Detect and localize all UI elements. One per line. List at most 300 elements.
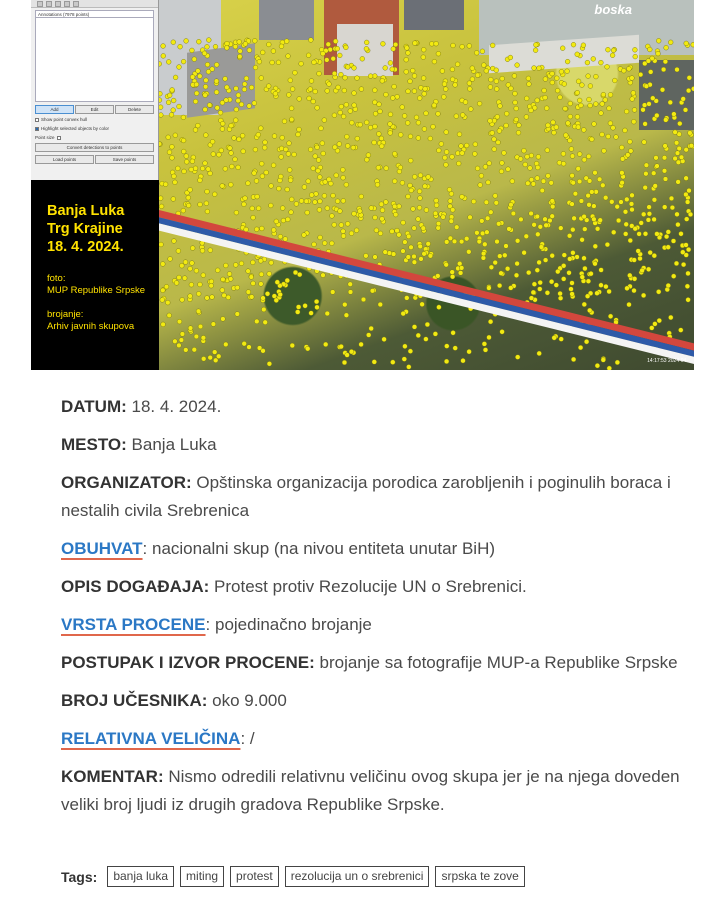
crowd-point <box>422 251 427 256</box>
crowd-point <box>663 144 668 149</box>
crowd-point <box>589 137 594 142</box>
crowd-point <box>662 168 667 173</box>
crowd-point <box>288 178 293 183</box>
crowd-point <box>171 40 176 45</box>
crowd-point <box>450 154 455 159</box>
crowd-point <box>261 296 266 301</box>
crowd-point <box>605 64 610 69</box>
crowd-point <box>479 173 484 178</box>
crowd-point <box>630 207 635 212</box>
crowd-point <box>290 343 295 348</box>
crowd-point <box>278 292 283 297</box>
crowd-point <box>237 54 242 59</box>
crowd-point <box>217 152 222 157</box>
crowd-point <box>205 296 210 301</box>
crowd-point <box>237 40 242 45</box>
crowd-point <box>575 90 580 95</box>
crowd-point <box>269 184 274 189</box>
crowd-point <box>159 113 163 118</box>
crowd-point <box>537 351 542 356</box>
crowd-point <box>284 39 289 44</box>
crowd-point <box>402 114 407 119</box>
crowd-point <box>663 59 668 64</box>
crowd-point <box>567 138 572 143</box>
crowd-point <box>455 62 460 67</box>
crowd-point <box>295 310 300 315</box>
crowd-point <box>198 178 203 183</box>
crowd-point <box>554 283 559 288</box>
crowd-point <box>402 357 407 362</box>
crowd-point <box>228 277 233 282</box>
crowd-point <box>545 290 550 295</box>
crowd-point <box>625 286 630 291</box>
crowd-point <box>331 56 336 61</box>
crowd-point <box>488 77 493 82</box>
crowd-point <box>450 270 455 275</box>
crowd-point <box>190 246 195 251</box>
crowd-point <box>558 226 563 231</box>
crowd-point <box>599 268 604 273</box>
crowd-point <box>207 103 212 108</box>
crowd-point <box>546 123 551 128</box>
crowd-point <box>276 186 281 191</box>
crowd-point <box>418 196 423 201</box>
crowd-point <box>457 132 462 137</box>
crowd-point <box>349 231 354 236</box>
crowd-point <box>442 82 447 87</box>
crowd-point <box>433 211 438 216</box>
crowd-point <box>193 99 198 104</box>
crowd-point <box>686 247 691 252</box>
crowd-point <box>173 180 178 185</box>
crowd-point <box>686 271 691 276</box>
crowd-point <box>555 269 560 274</box>
crowd-point <box>562 82 567 87</box>
obuhvat-link[interactable]: OBUHVAT <box>61 539 143 558</box>
info-broj: BROJ UČESNIKA: oko 9.000 <box>61 691 287 710</box>
crowd-point <box>400 105 405 110</box>
crowd-point <box>561 263 566 268</box>
crowd-point <box>607 106 612 111</box>
tag-srpska-te-zove[interactable]: srpska te zove <box>435 866 524 887</box>
crowd-point <box>436 148 441 153</box>
crowd-point <box>615 360 620 365</box>
crowd-point <box>492 137 497 142</box>
checkbox-icon <box>35 127 39 131</box>
crowd-point <box>373 255 378 260</box>
crowd-point <box>646 267 651 272</box>
crowd-point <box>577 179 582 184</box>
crowd-point <box>208 171 213 176</box>
crowd-point <box>167 93 172 98</box>
crowd-point <box>201 356 206 361</box>
tag-rezolucija[interactable]: rezolucija un o srebrenici <box>285 866 430 887</box>
crowd-point <box>316 168 321 173</box>
crowd-point <box>563 133 568 138</box>
crowd-point <box>184 159 189 164</box>
tag-banja-luka[interactable]: banja luka <box>107 866 174 887</box>
crowd-point <box>677 146 682 151</box>
crowd-point <box>522 250 527 255</box>
crowd-point <box>434 41 439 46</box>
crowd-point <box>384 166 389 171</box>
crowd-point <box>218 110 223 115</box>
crowd-point <box>214 79 219 84</box>
crowd-point <box>325 89 330 94</box>
crowd-point <box>531 290 536 295</box>
crowd-point <box>412 260 417 265</box>
crowd-point <box>233 263 238 268</box>
crowd-point <box>663 177 668 182</box>
crowd-point <box>513 100 518 105</box>
info-datum: DATUM: 18. 4. 2024. <box>61 397 222 416</box>
crowd-point <box>308 38 313 43</box>
crowd-point <box>234 107 239 112</box>
crowd-point <box>357 209 362 214</box>
annotations-list <box>35 18 154 102</box>
relativna-velicina-link[interactable]: RELATIVNA VELIČINA <box>61 729 241 748</box>
crowd-point <box>552 335 557 340</box>
crowd-point <box>480 231 485 236</box>
crowd-point <box>611 48 616 53</box>
crowd-point <box>268 203 273 208</box>
crowd-point <box>437 305 442 310</box>
tool-icon <box>37 1 43 7</box>
crowd-point <box>282 119 287 124</box>
crowd-point <box>273 91 278 96</box>
crowd-point <box>351 145 356 150</box>
crowd-point <box>317 175 322 180</box>
crowd-point <box>416 136 421 141</box>
crowd-point <box>177 104 182 109</box>
crowd-point <box>652 197 657 202</box>
crowd-point <box>588 103 593 108</box>
crowd-point <box>671 274 676 279</box>
crowd-point <box>355 136 360 141</box>
crowd-point <box>459 239 464 244</box>
crowd-point <box>576 125 581 130</box>
crowd-point <box>321 51 326 56</box>
info-obuhvat: OBUHVAT: nacionalni skup (na nivou entiteta unutar BiH) <box>61 539 496 558</box>
crowd-point <box>676 222 681 227</box>
crowd-point <box>661 67 666 72</box>
crowd-point <box>523 162 528 167</box>
crowd-point <box>558 291 563 296</box>
crowd-point <box>289 106 294 111</box>
crowd-point <box>390 229 395 234</box>
crowd-point <box>373 215 378 220</box>
crowd-point <box>208 355 213 360</box>
crowd-point <box>380 78 385 83</box>
crowd-point <box>481 63 486 68</box>
crowd-point <box>242 82 247 87</box>
crowd-point <box>374 228 379 233</box>
crowd-point <box>383 200 388 205</box>
crowd-point <box>196 69 201 74</box>
crowd-point <box>376 165 381 170</box>
crowd-point <box>247 345 252 350</box>
crowd-point <box>332 222 337 227</box>
crowd-point <box>203 107 208 112</box>
crowd-point <box>412 174 417 179</box>
crowd-point <box>160 298 165 303</box>
crowd-point <box>223 342 228 347</box>
crowd-point <box>550 199 555 204</box>
crowd-point <box>372 360 377 365</box>
crowd-point <box>514 106 519 111</box>
photo-timestamp: 14:17:53 2024-04- <box>647 358 688 364</box>
crowd-point <box>227 272 232 277</box>
crowd-point <box>443 87 448 92</box>
crowd-point <box>508 286 513 291</box>
crowd-point <box>406 255 411 260</box>
tag-protest[interactable]: protest <box>230 866 279 887</box>
crowd-point <box>175 166 180 171</box>
crowd-point <box>251 215 256 220</box>
crowd-point <box>460 151 465 156</box>
tool-icon <box>55 1 61 7</box>
crowd-point <box>167 150 172 155</box>
crowd-point <box>392 204 397 209</box>
crowd-point <box>660 87 665 92</box>
crowd-point <box>423 184 428 189</box>
crowd-point <box>311 166 316 171</box>
crowd-point <box>500 161 505 166</box>
crowd-point <box>196 309 201 314</box>
crowd-point <box>167 313 172 318</box>
crowd-point <box>220 288 225 293</box>
crowd-point <box>182 276 187 281</box>
crowd-point <box>179 338 184 343</box>
crowd-point <box>644 163 649 168</box>
crowd-point <box>240 133 245 138</box>
crowd-point <box>681 97 686 102</box>
crowd-point <box>567 270 572 275</box>
crowd-point <box>594 189 599 194</box>
crowd-point <box>435 274 440 279</box>
vrsta-procene-link[interactable]: VRSTA PROCENE <box>61 615 206 634</box>
crowd-point <box>331 193 336 198</box>
crowd-point <box>675 212 680 217</box>
crowd-point <box>549 180 554 185</box>
crowd-point <box>636 249 641 254</box>
crowd-point <box>242 87 247 92</box>
crowd-point <box>464 143 469 148</box>
crowd-point <box>525 181 530 186</box>
crowd-point <box>510 179 515 184</box>
crowd-point <box>223 76 228 81</box>
crowd-point <box>673 156 678 161</box>
crowd-point <box>174 281 179 286</box>
crowd-point <box>451 43 456 48</box>
crowd-point <box>678 328 683 333</box>
crowd-point <box>401 249 406 254</box>
crowd-point <box>391 252 396 257</box>
crowd-point <box>186 203 191 208</box>
crowd-point <box>641 107 646 112</box>
crowd-point <box>624 109 629 114</box>
crowd-point <box>537 66 542 71</box>
crowd-point <box>494 200 499 205</box>
crowd-point <box>608 314 613 319</box>
crowd-point <box>485 216 490 221</box>
crowd-point <box>406 194 411 199</box>
crowd-point <box>611 230 616 235</box>
crowd-point <box>673 130 678 135</box>
counting-software-panel <box>31 0 159 180</box>
crowd-point <box>502 151 507 156</box>
crowd-point <box>535 176 540 181</box>
crowd-point <box>401 220 406 225</box>
crowd-point <box>481 251 486 256</box>
crowd-point <box>411 207 416 212</box>
crowd-point <box>233 44 238 49</box>
crowd-point <box>378 109 383 114</box>
crowd-point <box>542 88 547 93</box>
crowd-point <box>629 202 634 207</box>
crowd-point <box>470 77 475 82</box>
crowd-point <box>557 160 562 165</box>
tags-label: Tags: <box>61 868 98 885</box>
crowd-point <box>644 171 649 176</box>
crowd-point <box>261 348 266 353</box>
crowd-point <box>322 193 327 198</box>
crowd-point <box>296 132 301 137</box>
crowd-point <box>444 162 449 167</box>
crowd-point <box>592 217 597 222</box>
crowd-point <box>599 283 604 288</box>
crowd-point <box>364 120 369 125</box>
crowd-point <box>344 134 349 139</box>
crowd-point <box>593 102 598 107</box>
crowd-point <box>623 128 628 133</box>
crowd-point <box>297 127 302 132</box>
crowd-point <box>254 179 259 184</box>
crowd-point <box>551 120 556 125</box>
crowd-point <box>171 108 176 113</box>
event-photo <box>31 0 694 370</box>
crowd-point <box>406 51 411 56</box>
crowd-point <box>308 87 313 92</box>
crowd-point <box>675 67 680 72</box>
crowd-point <box>652 217 657 222</box>
crowd-point <box>524 115 529 120</box>
crowd-point <box>570 202 575 207</box>
crowd-point <box>404 46 409 51</box>
crowd-point <box>339 72 344 77</box>
crowd-point <box>179 263 184 268</box>
crowd-point <box>549 279 554 284</box>
crowd-point <box>280 135 285 140</box>
crowd-point <box>593 261 598 266</box>
crowd-point <box>242 341 247 346</box>
crowd-point <box>337 53 342 58</box>
crowd-point <box>653 184 658 189</box>
crowd-point <box>460 194 465 199</box>
crowd-point <box>324 58 329 63</box>
crowd-point <box>250 260 255 265</box>
crowd-point <box>633 226 638 231</box>
crowd-point <box>256 132 261 137</box>
crowd-point <box>256 206 261 211</box>
crowd-point <box>372 140 377 145</box>
crowd-point <box>631 119 636 124</box>
crowd-point <box>192 57 197 62</box>
crowd-point <box>615 204 620 209</box>
crowd-point <box>422 127 427 132</box>
crowd-point <box>475 166 480 171</box>
crowd-point <box>610 53 615 58</box>
crowd-point <box>378 231 383 236</box>
crowd-point <box>436 51 441 56</box>
crowd-point <box>161 54 166 59</box>
crowd-point <box>686 297 691 302</box>
crowd-point <box>293 70 298 75</box>
crowd-point <box>432 59 437 64</box>
crowd-point <box>539 245 544 250</box>
crowd-point <box>544 223 549 228</box>
crowd-point <box>554 76 559 81</box>
crowd-point <box>592 204 597 209</box>
crowd-point <box>567 233 572 238</box>
crowd-point <box>684 176 689 181</box>
crowd-point <box>484 200 489 205</box>
crowd-point <box>181 149 186 154</box>
panel-slider: Point size <box>35 134 154 141</box>
crowd-point <box>599 111 604 116</box>
crowd-point <box>161 44 166 49</box>
crowd-point <box>630 193 635 198</box>
crowd-point <box>232 136 237 141</box>
crowd-point <box>444 130 449 135</box>
crowd-point <box>286 152 291 157</box>
crowd-point <box>561 151 566 156</box>
crowd-point <box>212 192 217 197</box>
crowd-point <box>424 208 429 213</box>
crowd-point <box>586 193 591 198</box>
crowd-point <box>257 59 262 64</box>
crowd-point <box>650 96 655 101</box>
crowd-point <box>332 71 337 76</box>
crowd-point <box>474 50 479 55</box>
crowd-point <box>287 141 292 146</box>
tag-miting[interactable]: miting <box>180 866 224 887</box>
crowd-point <box>338 209 343 214</box>
crowd-point <box>348 282 353 287</box>
crowd-point <box>656 38 661 43</box>
crowd-point <box>471 199 476 204</box>
crowd-point <box>223 166 228 171</box>
crowd-point <box>341 198 346 203</box>
crowd-point <box>194 91 199 96</box>
crowd-point <box>180 332 185 337</box>
crowd-point <box>497 129 502 134</box>
crowd-point <box>581 43 586 48</box>
crowd-point <box>581 127 586 132</box>
crowd-point <box>573 191 578 196</box>
crowd-point <box>164 284 169 289</box>
crowd-point <box>538 224 543 229</box>
crowd-point <box>315 145 320 150</box>
crowd-point <box>570 292 575 297</box>
crowd-point <box>344 313 349 318</box>
crowd-point <box>625 153 630 158</box>
crowd-point <box>172 239 177 244</box>
panel-checkbox: Show point convex hull <box>35 116 154 123</box>
crowd-point <box>368 125 373 130</box>
crowd-point <box>228 146 233 151</box>
crowd-point <box>180 297 185 302</box>
